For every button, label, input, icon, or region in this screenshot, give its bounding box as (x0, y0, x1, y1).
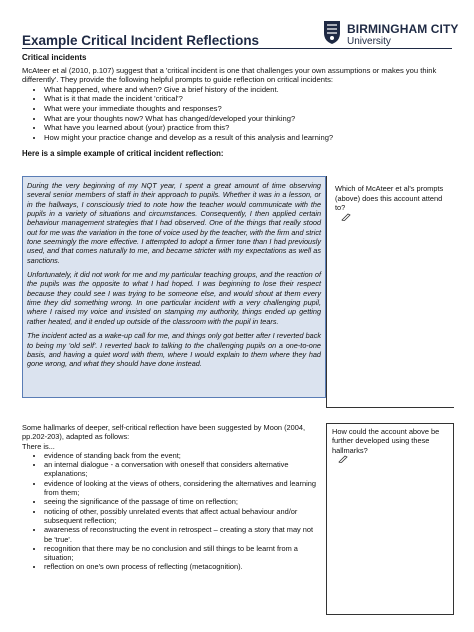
story-paragraph: The incident acted as a wake-up call for me, and things only got better after I reverted back to being my 'old self'. I reverted back to talking to the challenging pupils on a one-to-one basis, and having a quiet word with them, where I would explain to them where they had gone wrong, and what they should have done instead. (27, 331, 321, 369)
list-item: • recognition that there may be no conclusion and still things to be learnt from a situation; (44, 544, 318, 563)
crest-icon (322, 19, 342, 45)
example-heading: Here is a simple example of critical incident reflection: (22, 149, 224, 159)
list-item: • What have you learned about (your) practice from this? (44, 123, 454, 133)
list-item: • reflection on one's own process of reflecting (metacognition). (44, 562, 318, 571)
pen-icon (338, 455, 348, 463)
prompt-list (22, 85, 454, 143)
hallmarks-list (22, 451, 318, 572)
hallmarks-section (22, 423, 318, 572)
incident-story-box (22, 176, 326, 398)
there-is-label: There is... (22, 441, 55, 451)
list-item: • an internal dialogue - a conversation with oneself that considers alternative explanations; (44, 460, 318, 479)
section-heading: Critical incidents (22, 53, 87, 62)
list-item: • How might your practice change and develop as a result of this analysis and learning? (44, 133, 454, 143)
list-item: • awareness of reconstructing the event in retrospect – creating a story that may not be 'true'. (44, 525, 318, 544)
header (22, 18, 459, 48)
list-item: • What happened, where and when? Give a brief history of the incident. (44, 85, 454, 95)
logo-name: BIRMINGHAM CITY (347, 22, 459, 36)
list-item: • noticing of other, possibly unrelated events that affect actual behaviour and/or subsequent reflection; (44, 507, 318, 526)
page-title: Example Critical Incident Reflections (22, 33, 260, 48)
side-note-text: How could the account above be further developed using these hallmarks? (332, 427, 440, 455)
list-item: • What were your immediate thoughts and responses? (44, 104, 454, 114)
side-note-prompts (326, 176, 454, 408)
university-logo (322, 18, 459, 48)
story-paragraph: During the very beginning of my NQT year, I spent a great amount of time observing several senior members of staff in their approach to pupils. Whether it was in a lesson, or in the hallways, I consciously tried to note how the teacher would communicate with the pupils in a variety of situations and circumstances. Consequently, I then applied certain behaviour management strategies that I had observed. One of the things that really stood out for me was the variation in the tone of voice used by the teacher, with the firm and strict tone seemingly the more effective. I attempted to adopt a firmer tone than I had previously used, and that comes naturally to me, and became stricter with my expectations as well as sanctions. (27, 181, 321, 265)
list-item: • What is it that made the incident 'critical'? (44, 94, 454, 104)
intro-section (22, 53, 454, 159)
list-item: • seeing the significance of the passage of time on reflection; (44, 497, 318, 506)
hallmarks-intro: Some hallmarks of deeper, self-critical reflection have been suggested by Moon (2004, pp.202-203), adapted as follows: (22, 423, 306, 442)
side-note-hallmarks (326, 423, 454, 615)
list-item: • What are your thoughts now? What has changed/developed your thinking? (44, 114, 454, 124)
side-note-text: Which of McAteer et al's prompts (above) does this account attend to? (335, 184, 444, 213)
pen-icon (341, 213, 351, 221)
story-paragraph: Unfortunately, it did not work for me and my particular teaching groups, and the reaction of the pupils was the opposite to what I had hoped. I was beginning to lose their respect because they could see I was trying to be someone else, and would shout at them every time they did something wrong. In one particular incident with a very challenging pupil, where I raised my voice and insisted on stamping my authority, things ended up getting rather heated, and it ended up outside of the classroom with the pupil in tears. (27, 270, 321, 326)
intro-quote: McAteer et al (2010, p.107) suggest that a 'critical incident is one that challenges your own assumptions or makes you think differently'. They provide the following helpful prompts to guide reflection on critical incidents: (22, 65, 437, 85)
list-item: • evidence of standing back from the event; (44, 451, 318, 460)
example-block (22, 176, 454, 408)
header-divider (22, 48, 452, 49)
list-item: • evidence of looking at the views of others, considering the alternatives and learning from them; (44, 479, 318, 498)
logo-subtitle: University (347, 36, 391, 47)
hallmarks-block (22, 423, 454, 623)
